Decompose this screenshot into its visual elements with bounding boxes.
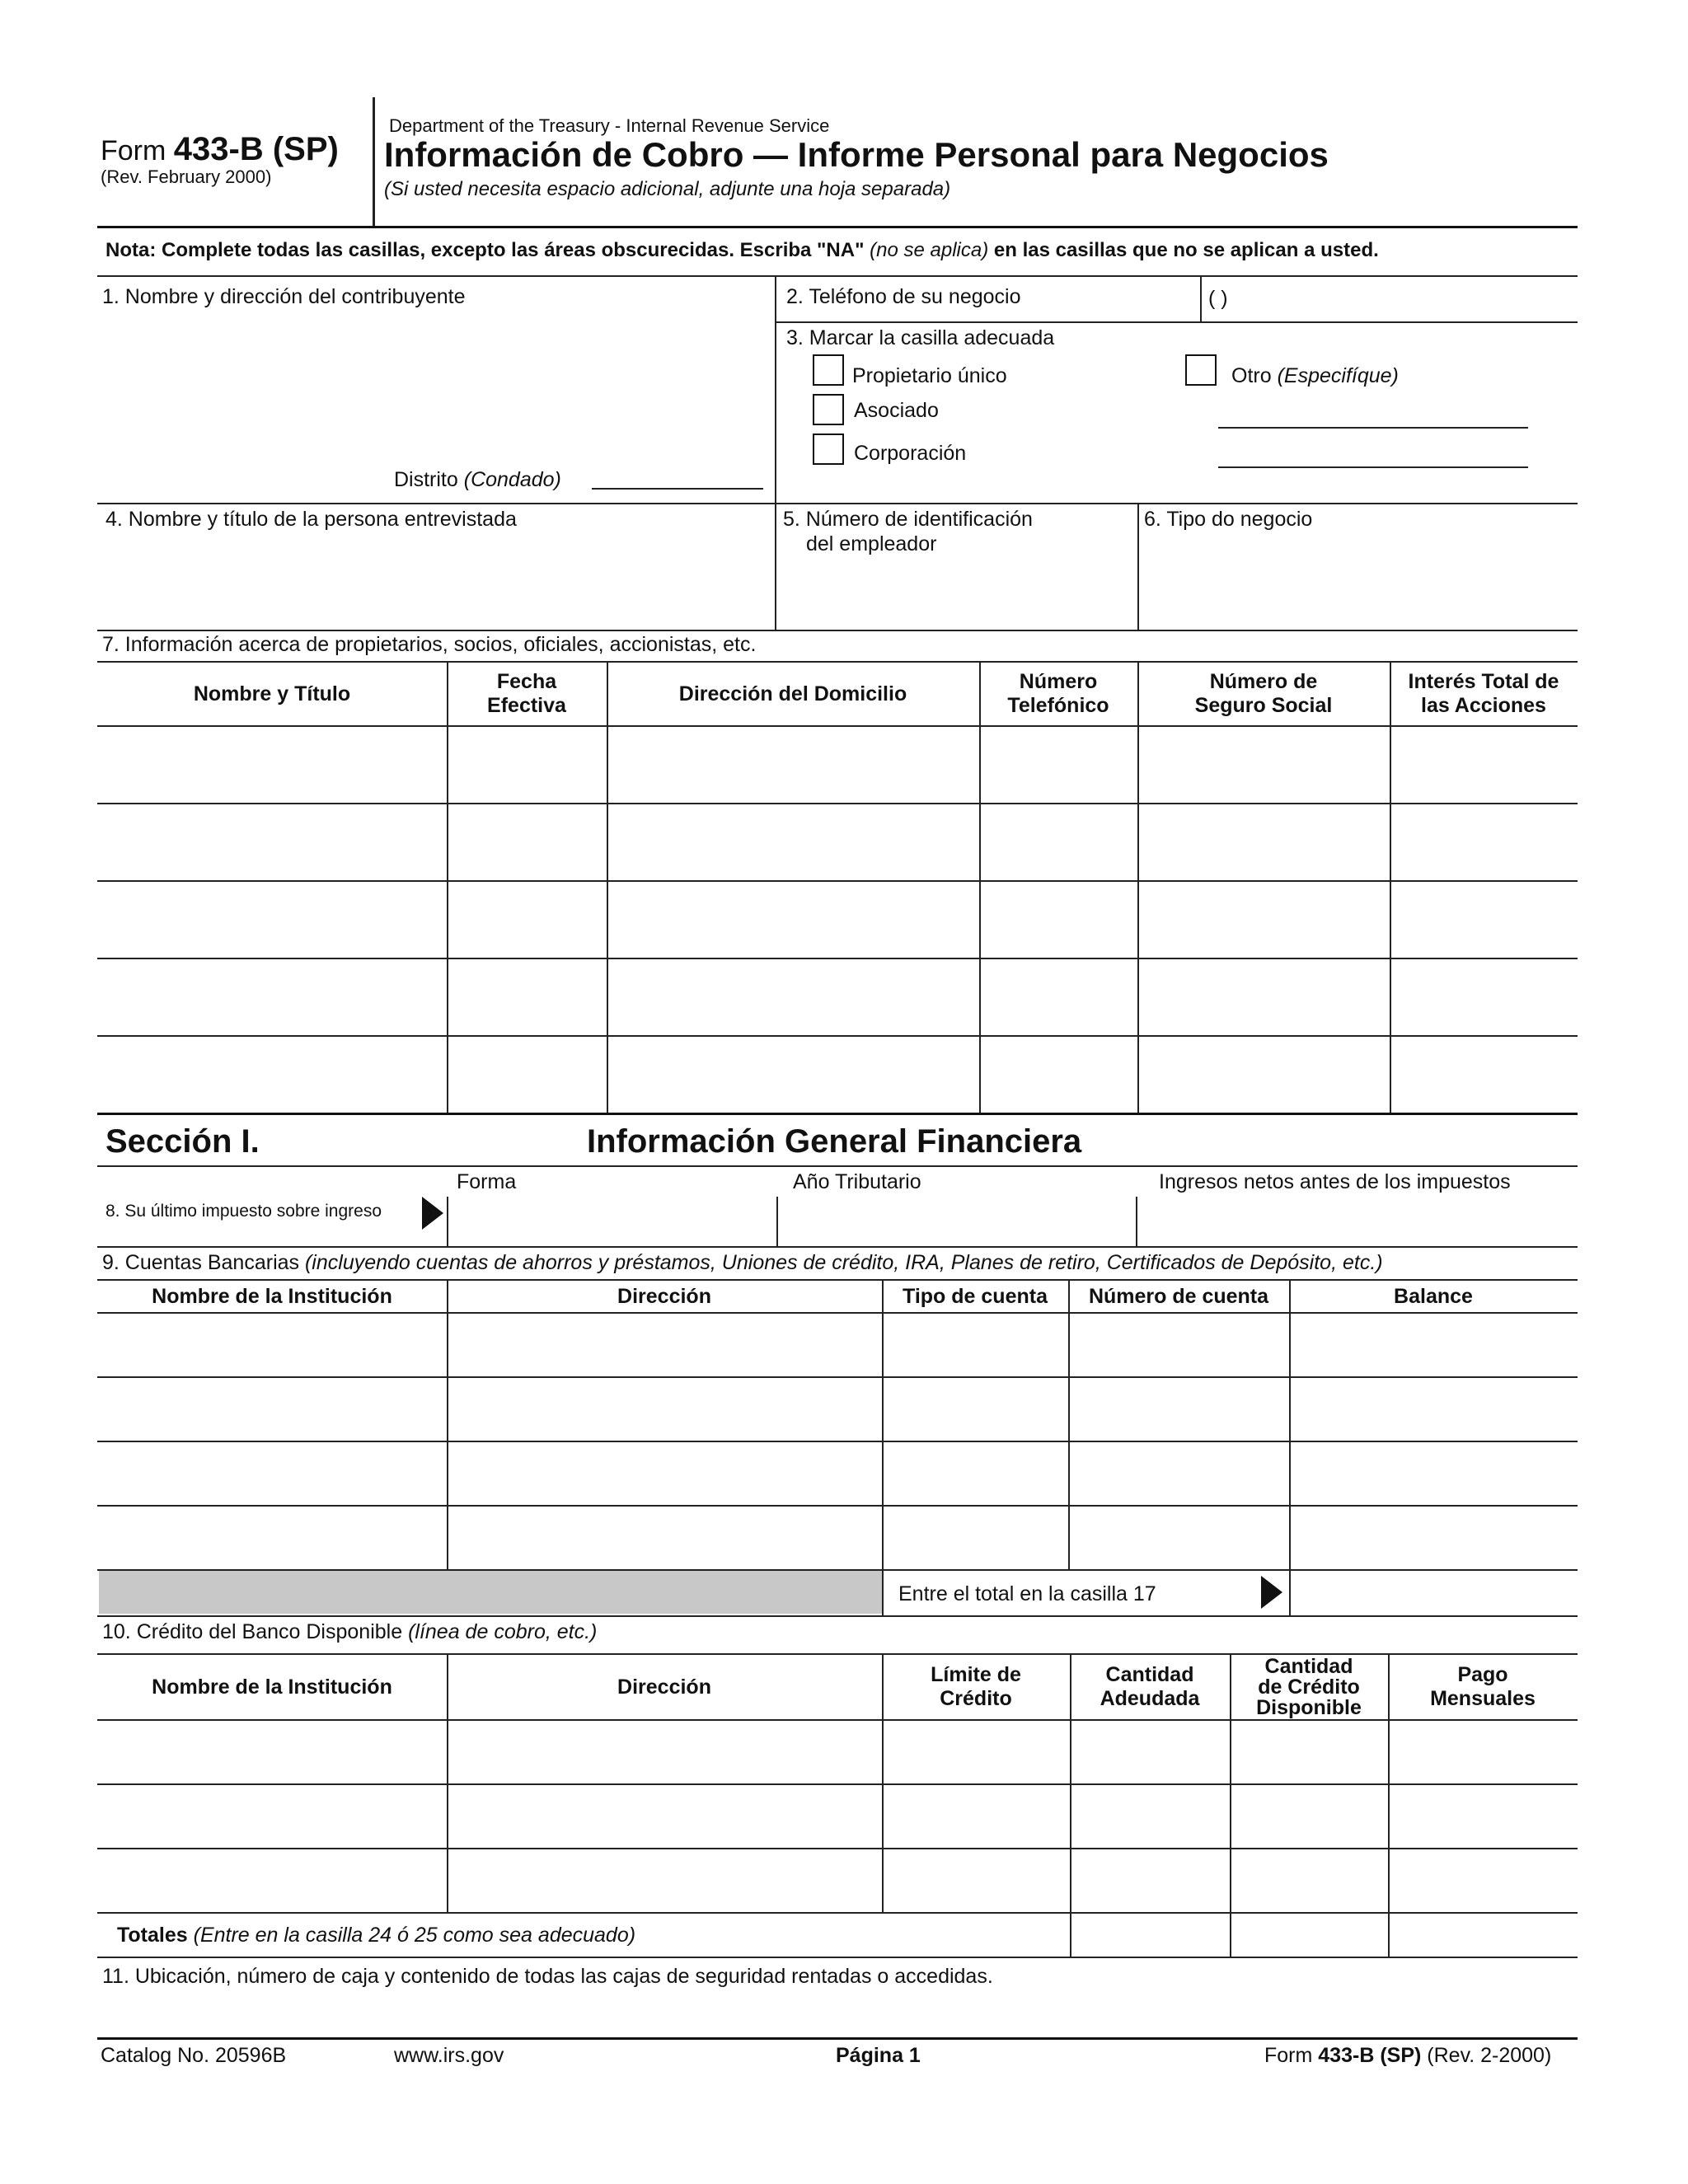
f10-header-institution <box>97 1655 447 1719</box>
form-number: 433-B (SP) <box>173 131 339 167</box>
f10-header-available <box>1230 1655 1388 1719</box>
checkbox-other[interactable] <box>1185 354 1217 386</box>
header-text: Dirección <box>617 1284 711 1308</box>
checkbox-corporation[interactable] <box>813 434 844 465</box>
totals-label: Totales <box>117 1924 188 1947</box>
header-text: Seguro Social <box>1194 694 1333 717</box>
f9-total-text: Entre el total en la casilla 17 <box>898 1582 1156 1605</box>
header-rule <box>97 226 1578 228</box>
note-bold-1: Nota: Complete todas las casillas, excepto las áreas obscurecidas. Escriba "NA" <box>106 239 865 261</box>
f8-col-year: Año Tributario <box>793 1170 921 1193</box>
f4-right-border <box>775 503 776 630</box>
f6-rule <box>97 630 1578 631</box>
footer-website[interactable]: www.irs.gov <box>394 2044 504 2067</box>
f6-label: 6. Tipo do negocio <box>1144 508 1313 531</box>
f8-divider <box>447 1197 448 1246</box>
section-rule <box>97 1165 1578 1167</box>
f10-header-monthly <box>1388 1655 1578 1719</box>
f9-header-address <box>447 1281 882 1312</box>
form-label <box>101 130 339 168</box>
f10-col-divider <box>1070 1653 1071 1957</box>
f8-label: 8. Su último impuesto sobre ingreso <box>106 1202 382 1221</box>
owners-header-rule <box>97 725 1578 727</box>
header-text: Interés Total de <box>1408 670 1559 694</box>
district-input-line[interactable] <box>592 488 763 490</box>
label-other <box>1231 364 1399 388</box>
f9-arrow-icon <box>1261 1576 1282 1609</box>
header-text: Dirección del Domicilio <box>678 682 907 705</box>
f11-label: 11. Ubicación, número de caja y contenido de todas las cajas de seguridad rentadas o accedidas. <box>102 1965 993 1988</box>
owners-row-rule <box>97 803 1578 804</box>
owners-header-name <box>97 663 447 725</box>
owners-row-rule <box>97 958 1578 959</box>
f9-label-text: 9. Cuentas Bancarias <box>102 1251 300 1274</box>
header-text: de Crédito <box>1258 1675 1360 1699</box>
f9-header-institution <box>97 1281 447 1312</box>
other-specify-line-1[interactable] <box>1218 427 1528 429</box>
f3-label: 3. Marcar la casilla adecuada <box>786 326 1055 349</box>
note-bold-2: en las casillas que no se aplican a usted. <box>993 239 1379 261</box>
f8-divider <box>1136 1197 1137 1246</box>
header-text: Telefónico <box>1007 694 1109 717</box>
owners-header-address <box>607 663 979 725</box>
f10-label-text: 10. Crédito del Banco Disponible <box>102 1620 403 1643</box>
f8-arrow-icon <box>422 1197 443 1230</box>
other-specify-line-2[interactable] <box>1218 466 1528 468</box>
f9-table-bottom <box>97 1615 1578 1617</box>
f10-row-rule <box>97 1912 1578 1914</box>
owners-row-rule <box>97 880 1578 882</box>
note-italic: (no se aplica) <box>870 239 989 261</box>
footer-page: Página 1 <box>836 2044 921 2067</box>
f9-row-rule <box>97 1441 1578 1442</box>
f7-label: 7. Información acerca de propietarios, socios, oficiales, accionistas, etc. <box>102 633 757 656</box>
owners-col-divider <box>1137 661 1139 1113</box>
footer-rule <box>97 2037 1578 2040</box>
f5-right-border <box>1137 503 1139 630</box>
district-italic: (Condado) <box>463 468 561 491</box>
header-divider <box>373 97 375 227</box>
f4-label: 4. Nombre y título de la persona entrevistada <box>106 508 517 531</box>
header-text: Dirección <box>617 1675 711 1699</box>
f10-header-address <box>447 1655 882 1719</box>
f10-row-rule <box>97 1783 1578 1785</box>
f10-col-divider <box>1388 1653 1390 1957</box>
f1-right-border <box>775 275 776 503</box>
phone-field[interactable]: ( ) <box>1208 287 1228 310</box>
f9-header-rule <box>97 1312 1578 1314</box>
f9-col-divider <box>1068 1279 1070 1569</box>
owners-header-ssn <box>1137 663 1390 725</box>
header-text: las Acciones <box>1421 694 1546 717</box>
f10-col-divider <box>1230 1653 1231 1957</box>
form-prefix: Form <box>101 135 166 166</box>
header-text: Número de <box>1209 670 1318 694</box>
footer-form-rev: (Rev. 2-2000) <box>1427 2044 1552 2067</box>
f10-col-divider <box>882 1653 884 1912</box>
footer-form-number: 433-B (SP) <box>1318 2044 1422 2067</box>
shaded-area <box>99 1571 882 1614</box>
district-label: Distrito <box>394 468 458 491</box>
footer-form-prefix: Form <box>1264 2044 1313 2067</box>
f10-totals <box>117 1924 635 1947</box>
f9-col-divider <box>447 1279 448 1569</box>
owners-header-interest <box>1390 663 1578 725</box>
label-partnership: Asociado <box>854 399 939 422</box>
header-text: Número <box>1019 670 1098 694</box>
f9-col-divider <box>1289 1279 1291 1615</box>
header-text: Límite de <box>931 1663 1021 1687</box>
f1-district <box>394 468 561 492</box>
f9-row-rule <box>97 1505 1578 1507</box>
f10-header-owed <box>1070 1655 1230 1719</box>
other-label: Otro <box>1231 364 1272 387</box>
f2-label: 2. Teléfono de su negocio <box>786 285 1021 308</box>
f8-col-income: Ingresos netos antes de los impuestos <box>1159 1170 1511 1193</box>
f1-label: 1. Nombre y dirección del contribuyente <box>102 285 466 308</box>
header-text: Cantidad <box>1105 1663 1194 1687</box>
f10-label <box>102 1620 597 1644</box>
note <box>106 239 1379 262</box>
f2-divider <box>1200 275 1202 321</box>
label-sole-proprietor: Propietario único <box>852 364 1007 387</box>
header-text: Pago <box>1457 1663 1508 1687</box>
f10-header-rule <box>97 1719 1578 1721</box>
header-text: Mensuales <box>1430 1687 1536 1710</box>
page-title: Información de Cobro — Informe Personal para Negocios <box>384 135 1329 174</box>
f5-label-2: del empleador <box>806 532 937 555</box>
checkbox-sole-proprietor[interactable] <box>813 354 844 386</box>
f10-header-limit <box>882 1655 1070 1719</box>
department-name: Department of the Treasury - Internal Revenue Service <box>389 115 830 136</box>
header-text: Nombre y Título <box>193 682 351 705</box>
footer-catalog: Catalog No. 20596B <box>101 2044 287 2067</box>
header-text: Efectiva <box>487 694 566 717</box>
f10-table-bottom <box>97 1957 1578 1958</box>
f9-row-rule <box>97 1376 1578 1378</box>
form-revision: (Rev. February 2000) <box>101 166 272 187</box>
header-text: Crédito <box>940 1687 1012 1710</box>
checkbox-partnership[interactable] <box>813 394 844 425</box>
note-rule <box>97 275 1578 277</box>
owners-col-divider <box>607 661 608 1113</box>
owners-row-rule <box>97 1035 1578 1037</box>
owners-col-divider <box>1390 661 1391 1113</box>
f9-header-number <box>1068 1281 1289 1312</box>
header-text: Nombre de la Institución <box>152 1284 392 1308</box>
header-text: Tipo de cuenta <box>903 1284 1048 1308</box>
f9-label <box>102 1251 1383 1275</box>
header-text: Disponible <box>1256 1695 1362 1719</box>
f9-header-type <box>882 1281 1068 1312</box>
owners-col-divider <box>447 661 448 1113</box>
owners-col-divider <box>979 661 981 1113</box>
owners-header-phone <box>979 663 1137 725</box>
f5-label-1: 5. Número de identificación <box>783 508 1033 531</box>
owners-header-date <box>447 663 607 725</box>
f9-header-balance <box>1289 1281 1578 1312</box>
f9-label-italic: (incluyendo cuentas de ahorros y préstamos, Uniones de crédito, IRA, Planes de retiro, Certificados de Depósito, etc.) <box>304 1251 1383 1274</box>
header-text: Balance <box>1394 1284 1473 1308</box>
header-text: Adeudada <box>1100 1687 1200 1710</box>
f10-row-rule <box>97 1848 1578 1849</box>
owners-table-bottom <box>97 1113 1578 1115</box>
f3-rule <box>97 503 1578 504</box>
f8-rule <box>97 1246 1578 1248</box>
footer-form <box>1264 2044 1551 2068</box>
f9-col-divider <box>882 1279 884 1615</box>
other-italic: (Especifíque) <box>1277 364 1399 387</box>
f2-rule <box>775 321 1578 323</box>
header-text: Fecha <box>496 670 557 694</box>
totals-italic: (Entre en la casilla 24 ó 25 como sea adecuado) <box>193 1924 636 1947</box>
header-text: Número de cuenta <box>1088 1284 1269 1308</box>
header-text: Cantidad <box>1264 1654 1353 1678</box>
f10-col-divider <box>447 1653 448 1912</box>
section-title: Información General Financiera <box>587 1123 1082 1160</box>
f8-divider <box>776 1197 778 1246</box>
f10-label-italic: (línea de cobro, etc.) <box>408 1620 598 1643</box>
section-label: Sección I. <box>106 1123 260 1160</box>
label-corporation: Corporación <box>854 442 967 465</box>
f8-col-form: Forma <box>457 1170 517 1193</box>
header-text: Nombre de la Institución <box>152 1675 392 1699</box>
page-subtitle: (Si usted necesita espacio adicional, adjunte una hoja separada) <box>384 178 951 200</box>
